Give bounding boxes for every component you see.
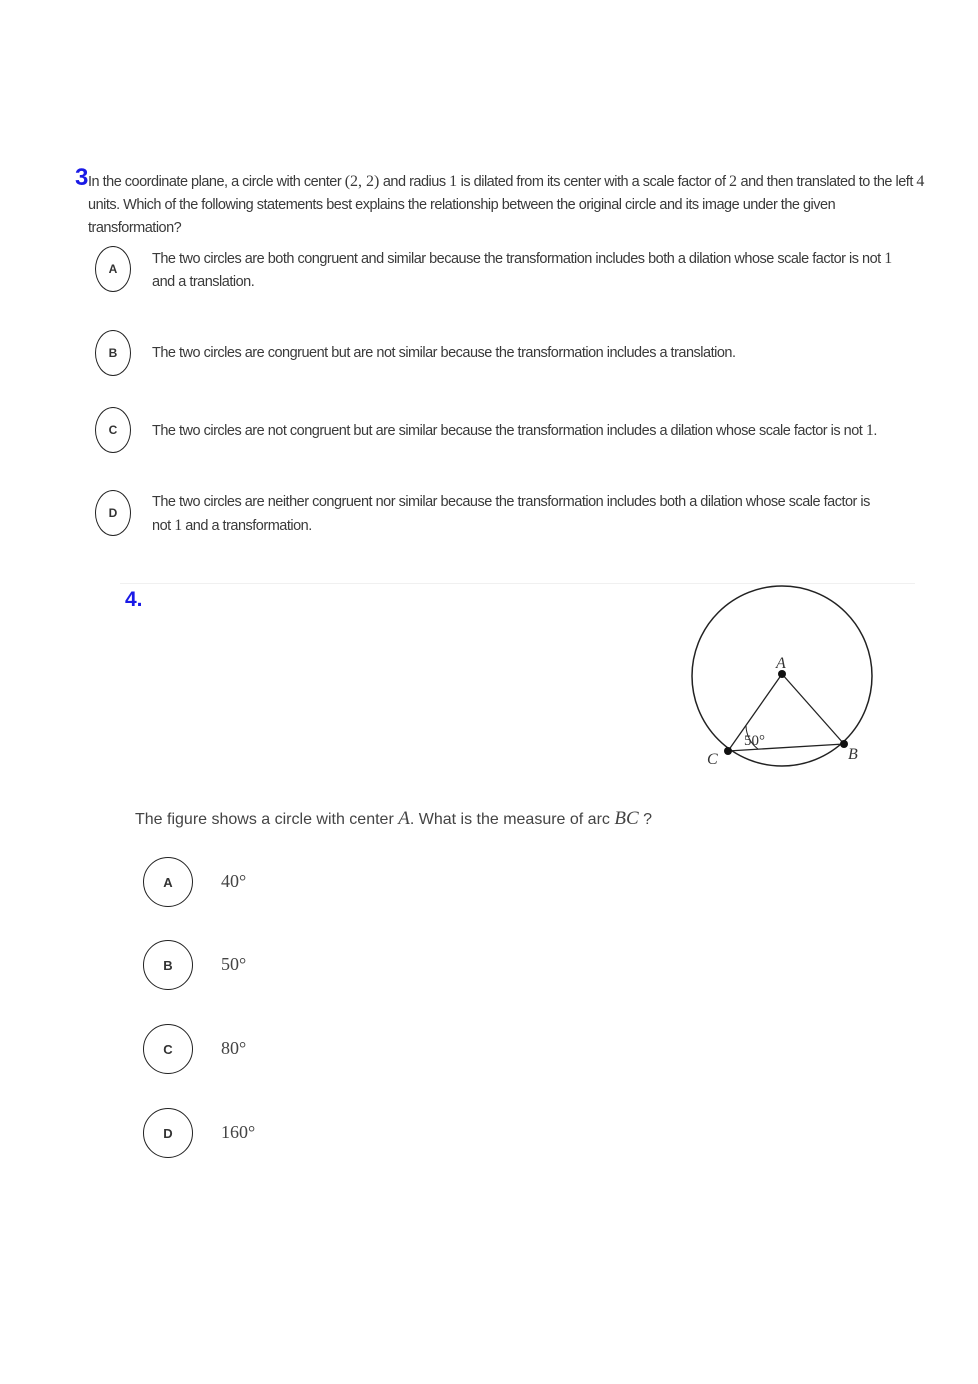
question-4-text: The figure shows a circle with center A. What is the measure of arc BC ? [135, 808, 652, 829]
q3-option-d-text: The two circles are neither congruent nor similar because the transformation includes both a dilation whose scale factor is not 1 and a transformation. [152, 494, 870, 534]
question-3-text: In the coordinate plane, a circle with center (2, 2) and radius 1 is dilated from its center with a scale factor of 2 and then translated to the left 4 units. Which of the following statements best explains the relationship between the original circle and its image under the given transformation? [88, 173, 925, 236]
q4-option-a-value: 40° [221, 871, 247, 891]
question-4-number: 4. [125, 588, 143, 611]
q3-option-d-bubble[interactable]: D [95, 490, 131, 536]
question-3-number: 3 [75, 164, 89, 191]
q3-option-c-text: The two circles are not congruent but are similar because the transformation includes a dilation whose scale factor is not 1. [152, 422, 877, 439]
label-c: C [707, 751, 718, 768]
q3-option-a-text: The two circles are both congruent and similar because the transformation includes both a dilation whose scale factor is not 1 and a translation. [152, 250, 892, 290]
q3-option-c-bubble[interactable]: C [95, 407, 131, 453]
q3-option-b-bubble[interactable]: B [95, 330, 131, 376]
point-c-dot [724, 747, 732, 755]
point-b-dot [840, 740, 848, 748]
label-a: A [776, 655, 786, 672]
q4-option-b-bubble[interactable]: B [143, 940, 193, 990]
segment-ab [782, 674, 844, 744]
q4-option-b-value: 50° [221, 954, 247, 974]
q4-option-d-bubble[interactable]: D [143, 1108, 193, 1158]
q3-option-b-text: The two circles are congruent but are not similar because the transformation includes a translation. [152, 345, 736, 361]
angle-label: 50° [744, 733, 765, 749]
q3-option-a-bubble[interactable]: A [95, 246, 131, 292]
label-b: B [848, 746, 858, 763]
q4-option-c-bubble[interactable]: C [143, 1024, 193, 1074]
q4-option-c-value: 80° [221, 1038, 247, 1058]
circle-figure [680, 575, 890, 775]
q4-option-a-bubble[interactable]: A [143, 857, 193, 907]
q4-option-d-value: 160° [221, 1122, 256, 1142]
